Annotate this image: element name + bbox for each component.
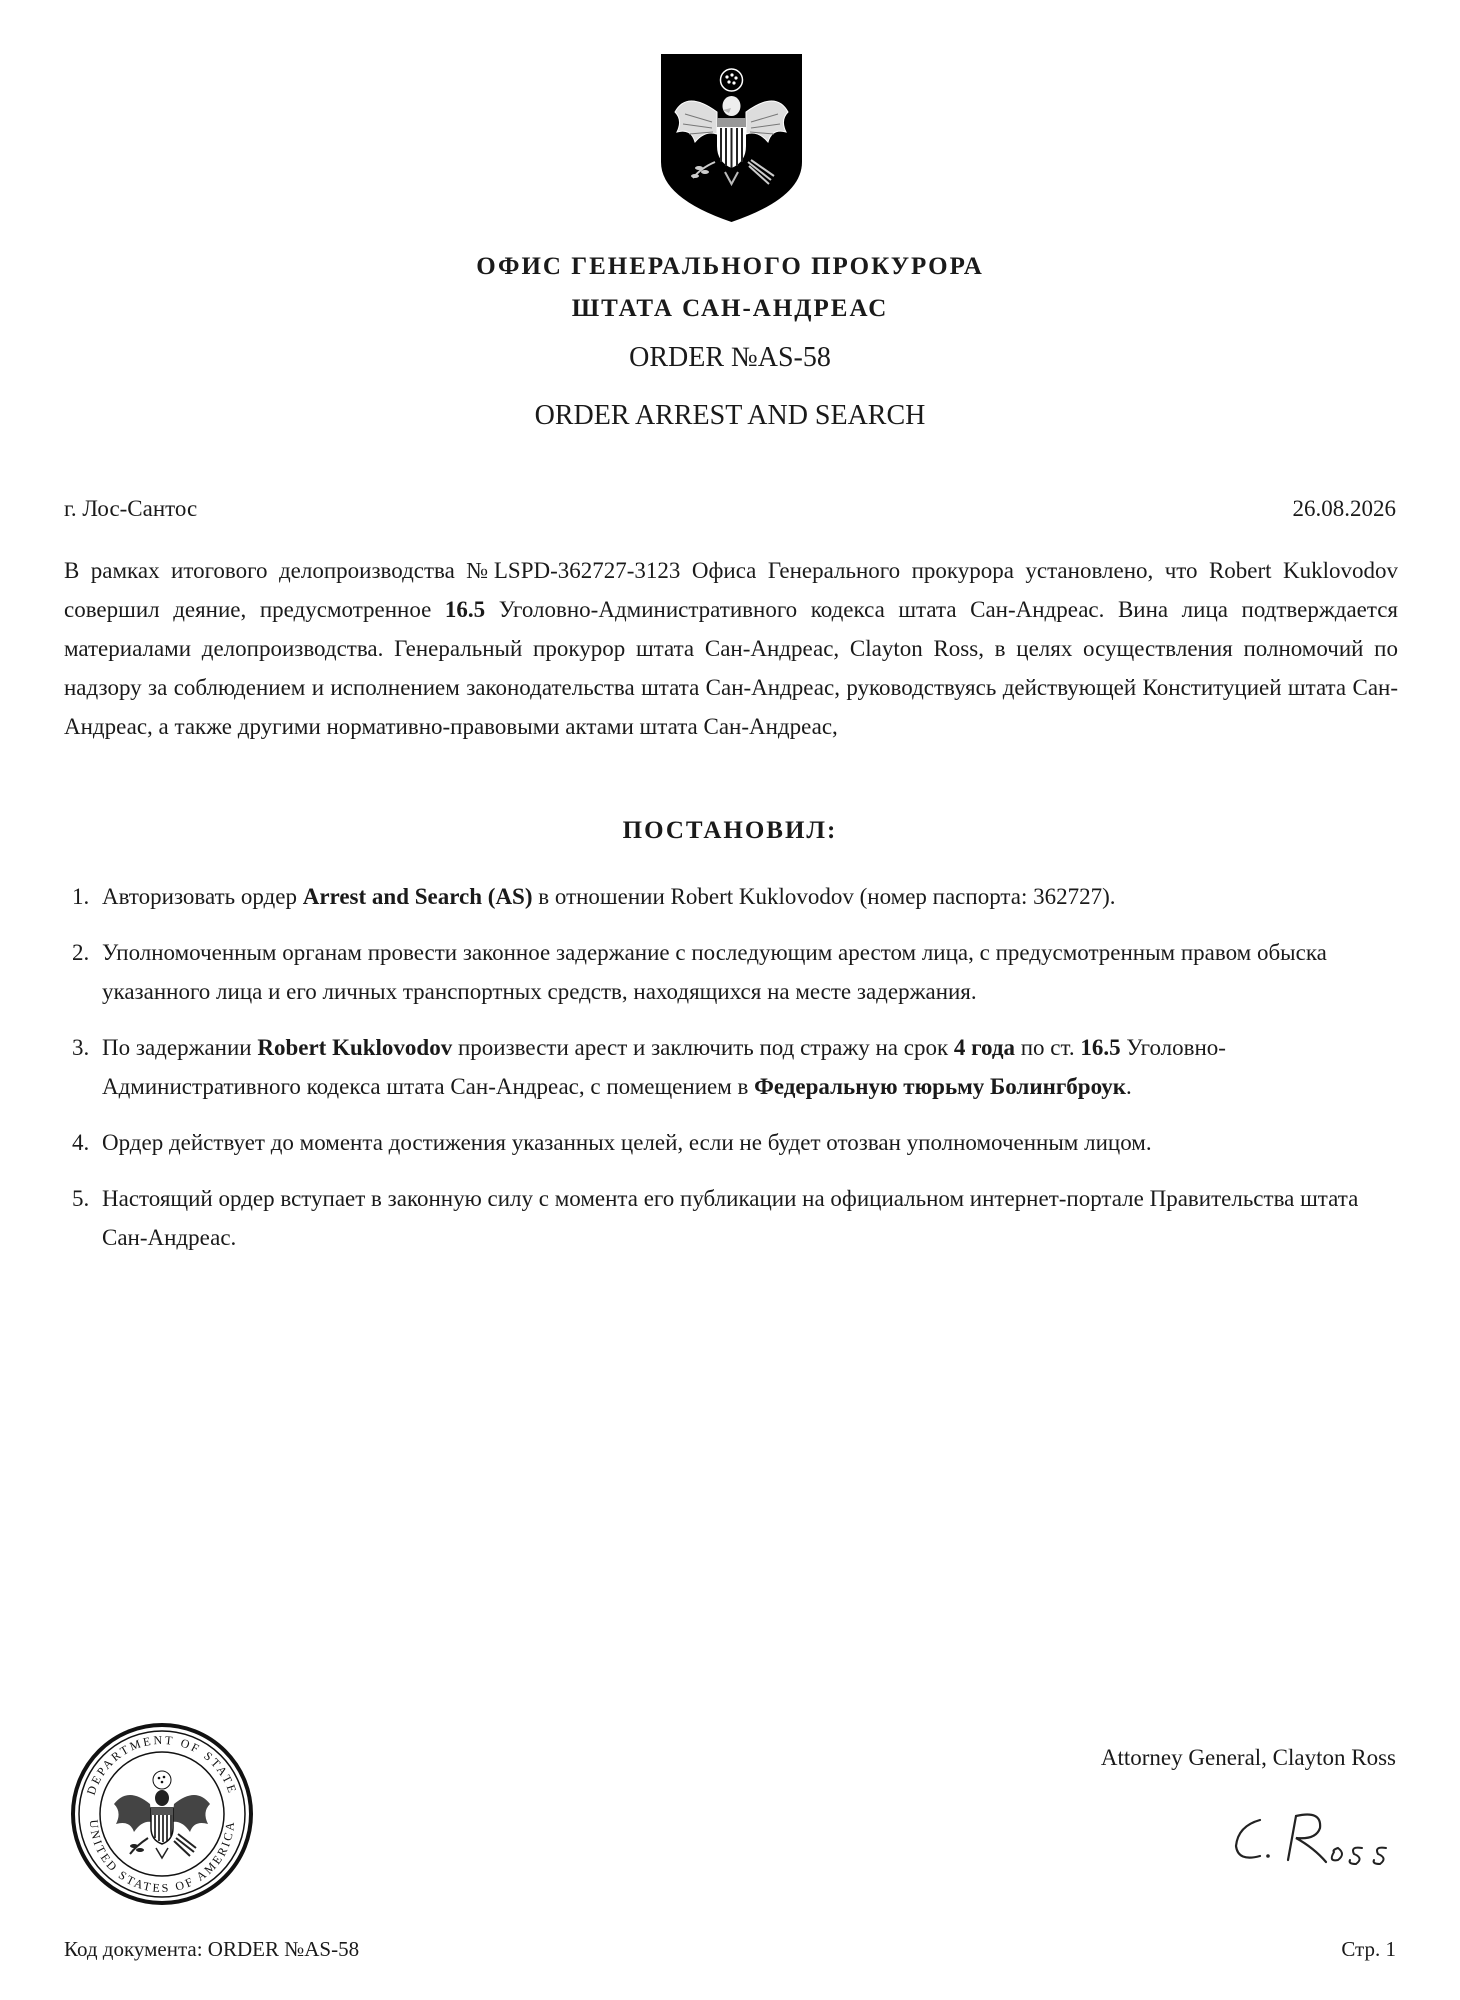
item-number: 3. [72, 1035, 90, 1060]
item-bold-text: Robert Kuklovodov [257, 1035, 453, 1060]
item-text: Авторизовать ордер [102, 884, 303, 909]
resolved-heading: ПОСТАНОВИЛ: [622, 817, 838, 844]
item-number: 1. [72, 884, 90, 909]
item-text: . [1125, 1074, 1132, 1099]
item-text: Уполномоченным органам провести законное задержание с последующим арестом лица, с предусмотренным правом обыска указанного лица и его личных транспортных средств, находящихся на месте задержания. [102, 940, 1327, 1004]
place-date-row [64, 496, 1396, 522]
office-title: ОФИС ГЕНЕРАЛЬНОГО ПРОКУРОРА [476, 253, 984, 280]
list-item [64, 1028, 1398, 1106]
preamble-text-2: Уголовно-Административного кодекса штата Сан-Андреас. Вина лица подтверждается материалами делопроизводства. Генеральный прокурор штата Сан-Андреас, Clayton Ross, в целях осуществления полномочий по надзору за соблюдением и исполнением законодательства штата Сан-Андреас, руководствуясь действующей Конституцией штата Сан-Андреас, а также другими нормативно-правовыми актами штата Сан-Андреас, [64, 597, 1398, 739]
item-number: 4. [72, 1130, 90, 1155]
item-text: по ст. [1014, 1035, 1081, 1060]
item-bold-text: Arrest and Search (AS) [302, 884, 533, 909]
document-code: Код документа: ORDER №AS-58 [64, 1937, 360, 1961]
list-item [64, 877, 1398, 916]
item-bold-text: 16.5 [1080, 1035, 1121, 1060]
item-text: в отношении Robert Kuklovodov (номер паспорта: 362727). [532, 884, 1116, 909]
preamble-text-1: В рамках итогового делопроизводства №LSPD-362727-3123 Офиса Генерального прокурора установлено, что Robert Kuklovodov совершил деяние, предусмотренное [64, 558, 1398, 622]
office-subtitle: ШТАТА САН-АНДРЕАС [571, 295, 889, 322]
order-type: ORDER ARREST AND SEARCH [534, 400, 926, 431]
list-item [64, 1179, 1398, 1257]
document-date: 26.08.2026 [1292, 496, 1396, 521]
preamble [64, 551, 1398, 746]
preamble-article: 16.5 [444, 597, 486, 622]
item-number: 5. [72, 1186, 90, 1211]
item-text: Уголовно-Административного кодекса штата Сан-Андреас, с помещением в [102, 1035, 1226, 1099]
svg-text:DEPARTMENT OF STATE: DEPARTMENT OF STATE [83, 1732, 241, 1797]
order-number: ORDER №AS-58 [629, 342, 831, 373]
item-text: Настоящий ордер вступает в законную силу с момента его публикации на официальном интернет-портале Правительства штата Сан-Андреас. [102, 1186, 1359, 1250]
resolution-items [64, 877, 1398, 1274]
page-number: Стр. 1 [1341, 1937, 1396, 1961]
item-bold-text: Федеральную тюрьму Болингброук [754, 1074, 1126, 1099]
department-of-state-seal-icon [70, 1722, 254, 1906]
eagle-crest-icon [657, 50, 806, 226]
item-bold-text: 4 года [953, 1035, 1015, 1060]
signer-title: Attorney General, Clayton Ross [1100, 1745, 1396, 1770]
item-text: произвести арест и заключить под стражу на срок [452, 1035, 954, 1060]
item-text: Ордер действует до момента достижения указанных целей, если не будет отозван уполномоченным лицом. [102, 1130, 1152, 1155]
city: г. Лос-Сантос [64, 496, 198, 521]
list-item [64, 933, 1398, 1011]
item-text: По задержании [102, 1035, 258, 1060]
list-item [64, 1123, 1398, 1162]
svg-text:UNITED STATES OF AMERICA: UNITED STATES OF AMERICA [86, 1819, 238, 1896]
signature-icon [1230, 1802, 1410, 1872]
item-number: 2. [72, 940, 90, 965]
